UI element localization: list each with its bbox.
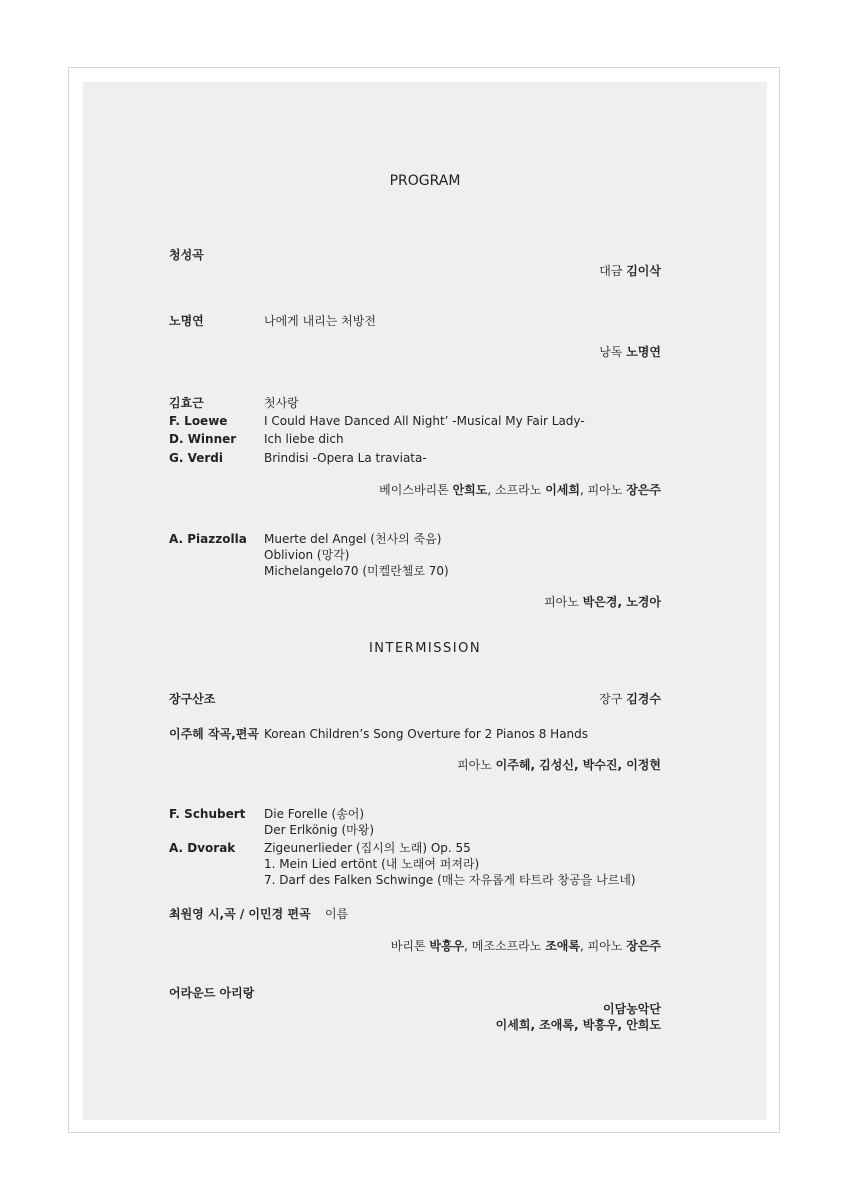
work-title: 7. Darf des Falken Schwinge (매는 자유롭게 타트라 창공을 나르네) <box>264 873 636 887</box>
performer-name: 이주헤, 김성신, 박수진, 이정현 <box>495 758 661 772</box>
performer-name: 김경수 <box>626 692 661 706</box>
performer-line <box>457 757 661 773</box>
performer-role: 메조소프라노 <box>471 939 542 953</box>
composer: 어라운드 아리랑 <box>169 986 255 1000</box>
performer-role: 피아노 <box>587 483 623 497</box>
performer-role: 장구 <box>599 692 623 706</box>
performer-name: 노명연 <box>626 345 661 359</box>
composer: 최원영 시,곡 / 이민경 편곡 <box>169 907 311 921</box>
work-title: Die Forelle (송어) <box>264 807 365 821</box>
performer-role: 베이스바리톤 <box>379 483 449 497</box>
performer-role: 낭독 <box>599 345 623 359</box>
composer: A. Dvorak <box>169 841 236 855</box>
program-title: PROGRAM <box>389 173 461 189</box>
composer: 노명연 <box>169 314 204 328</box>
work-title: Muerte del Angel (천사의 죽음) <box>264 532 442 546</box>
performer-name: 조애록 <box>545 939 580 953</box>
composer: F. Loewe <box>169 414 228 428</box>
composer: D. Winner <box>169 432 237 446</box>
performer-line <box>599 344 661 360</box>
program-sheet <box>83 82 767 1120</box>
performer-name: 박흥우 <box>429 939 465 953</box>
composer: 장구산조 <box>169 692 216 706</box>
intermission-title: INTERMISSION <box>368 641 482 656</box>
work-title: 나에게 내리는 처방전 <box>264 314 376 328</box>
performer-line: 베이스바리톤 안희도, 소프라노 이세희, 피아노 장은주 <box>379 483 661 497</box>
performer-role: 대금 <box>599 264 623 278</box>
composer: G. Verdi <box>169 451 223 465</box>
performer-role: 소프라노 <box>494 483 542 497</box>
performer-line <box>544 594 661 610</box>
performer-name: 장은주 <box>626 939 661 953</box>
work-title: Der Erlkönig (마왕) <box>264 823 375 837</box>
work-title: Zigeunerlieder (집시의 노래) Op. 55 <box>264 841 471 855</box>
performer-name: 장은주 <box>626 483 661 497</box>
ensemble-name: 이담농악단 <box>603 1002 661 1016</box>
performer-name: 안희도 <box>452 483 488 497</box>
work-title: 이름 <box>325 907 349 921</box>
composer: 청성곡 <box>169 248 204 262</box>
performer-name: 박은경, 노경아 <box>582 595 661 609</box>
ensemble-members: 이세희, 조애록, 박흥우, 안희도 <box>495 1018 661 1032</box>
performer-name: 이세희 <box>545 483 580 497</box>
composer: F. Schubert <box>169 807 246 821</box>
work-title: I Could Have Danced All Night’ -Musical My Fair Lady- <box>264 414 585 428</box>
performer-name: 김이삭 <box>626 264 661 278</box>
composer: 김효근 <box>169 396 204 410</box>
work-title: Korean Children’s Song Overture for 2 Pianos 8 Hands <box>264 727 589 741</box>
work-title: 첫사랑 <box>264 396 299 410</box>
performer-role: 피아노 <box>544 595 579 609</box>
work-title: Oblivion (망각) <box>264 548 350 562</box>
composer: A. Piazzolla <box>169 532 247 546</box>
work-title: Ich liebe dich <box>264 432 344 446</box>
work-title: 1. Mein Lied ertönt (내 노래여 퍼져라) <box>264 857 480 871</box>
work-title: Michelangelo70 (미켈란첼로 70) <box>264 564 449 578</box>
performer-line <box>599 263 661 279</box>
performer-role: 피아노 <box>457 758 492 772</box>
performer-line: 바리톤 박흥우, 메조소프라노 조애록, 피아노 장은주 <box>390 939 661 953</box>
performer-line <box>599 691 661 707</box>
work-title: Brindisi -Opera La traviata- <box>264 451 427 465</box>
composer: 이주헤 작곡,편곡 <box>169 727 259 741</box>
performer-role: 바리톤 <box>390 939 426 953</box>
performer-role: 피아노 <box>587 939 623 953</box>
